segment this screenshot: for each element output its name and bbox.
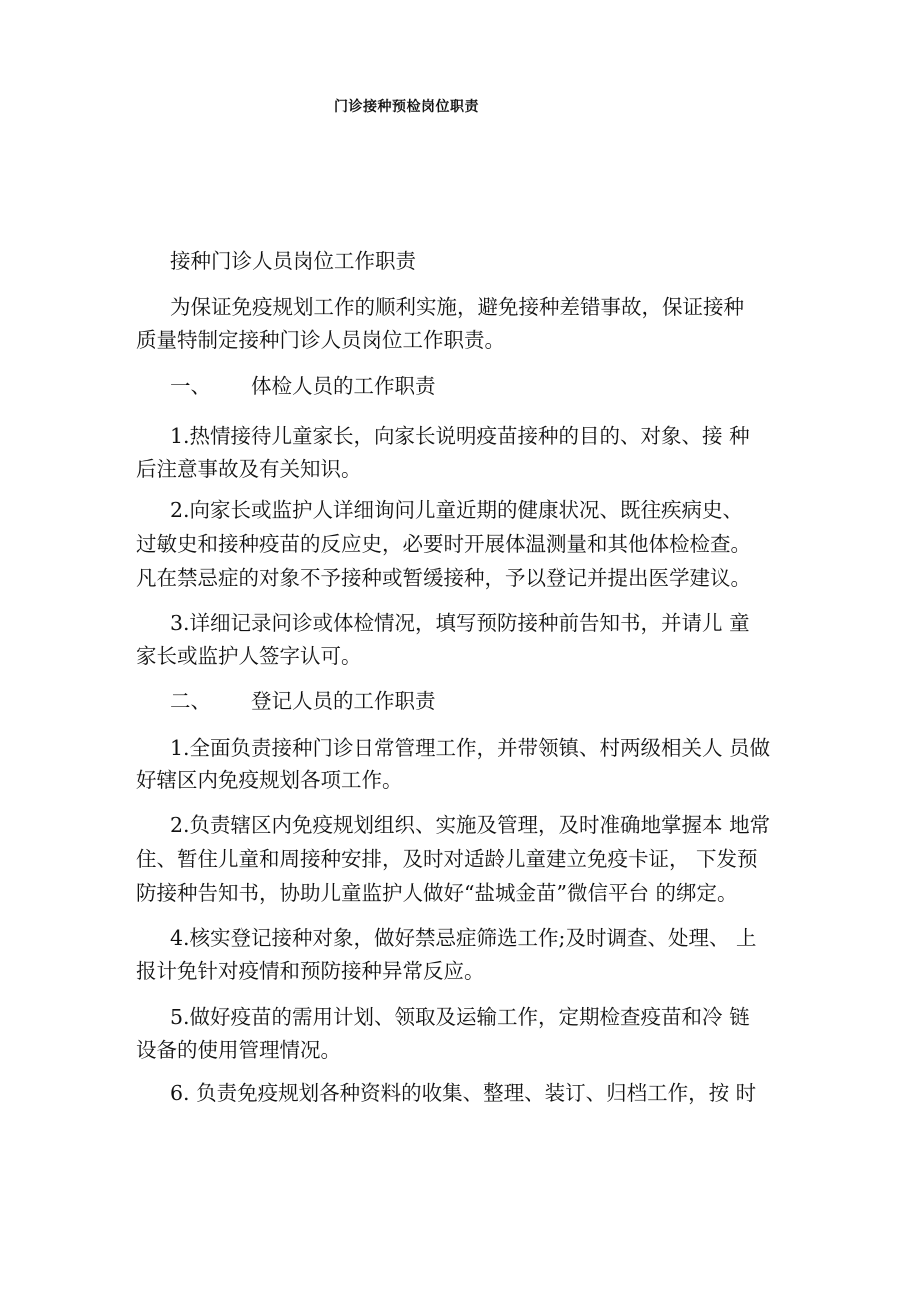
page-header-title: 门诊接种预检岗位职责	[334, 99, 479, 115]
s2-item6-line1: 6. 负责免疫规划各种资料的收集、整理、装订、归档工作，按 时	[170, 1081, 757, 1105]
s2-item4-line2: 报计免针对疫情和预防接种异常反应。	[136, 959, 485, 983]
s1-item1-line1: 1.热情接待儿童家长，向家长说明疫苗接种的目的、对象、接 种	[170, 424, 750, 448]
s2-item1-line2: 好辖区内免疫规划各项工作。	[136, 768, 403, 792]
s2-item4-line1: 4.核实登记接种对象，做好禁忌症筛选工作;及时调查、处理、 上	[170, 926, 757, 950]
s2-item2-line2: 住、暂住儿童和周接种安排，及时对适龄儿童建立免疫卡证， 下发预	[136, 847, 758, 871]
s2-item5-line2: 设备的使用管理情况。	[136, 1038, 341, 1062]
s2-item1-line1: 1.全面负责接种门诊日常管理工作，并带领镇、村两级相关人 员做	[170, 736, 771, 760]
s1-item3-line2: 家长或监护人签字认可。	[136, 644, 362, 668]
s1-item1-line2: 后注意事故及有关知识。	[136, 457, 362, 481]
s1-item2-line1: 2.向家长或监护人详细询问儿童近期的健康状况、既往疾病史、	[170, 498, 744, 522]
section-1-title: 体检人员的工作职责	[251, 374, 436, 398]
s1-item2-line3: 凡在禁忌症的对象不予接种或暂缓接种，予以登记并提出医学建议。	[136, 566, 751, 590]
section-1-number: 一、	[170, 374, 211, 398]
s1-item2-line2: 过敏史和接种疫苗的反应史，必要时开展体温测量和其他体检检查。	[136, 532, 751, 556]
intro-line-1: 为保证免疫规划工作的顺利实施，避免接种差错事故，保证接种	[170, 295, 744, 319]
intro-line-2: 质量特制定接种门诊人员岗位工作职责。	[136, 328, 505, 352]
section-1-heading	[170, 373, 436, 399]
s2-item2-line1: 2.负责辖区内免疫规划组织、实施及管理，及时准确地掌握本 地常	[170, 813, 771, 837]
s2-item2-line3: 防接种告知书，协助儿童监护人做好“盐城金苗”微信平台 的绑定。	[136, 881, 738, 905]
document-title: 接种门诊人员岗位工作职责	[170, 249, 416, 273]
s1-item3-line1: 3.详细记录问诊或体检情况，填写预防接种前告知书，并请儿 童	[170, 611, 750, 635]
section-2-heading	[170, 688, 436, 714]
section-2-title: 登记人员的工作职责	[251, 689, 436, 713]
section-2-number: 二、	[170, 689, 211, 713]
s2-item5-line1: 5.做好疫苗的需用计划、领取及运输工作，定期检查疫苗和冷 链	[170, 1005, 750, 1029]
